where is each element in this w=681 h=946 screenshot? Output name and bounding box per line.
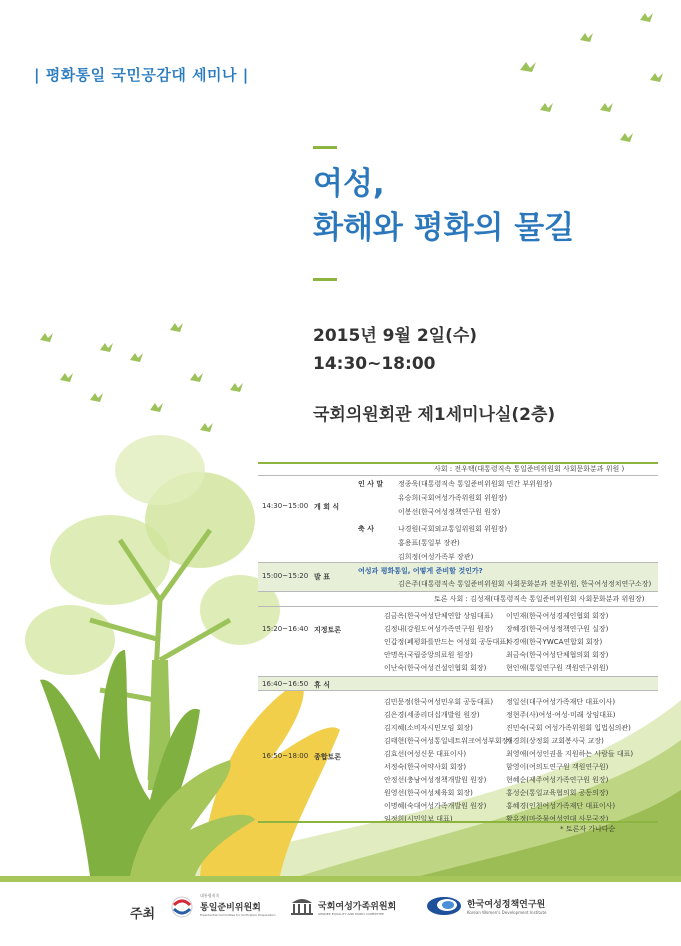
designated-right-4: 최금숙(한국여성단체협의회 회장) xyxy=(506,651,609,659)
general-right-6: 함영이(여의도연구원 객원연구원) xyxy=(506,763,609,771)
general-left-10: 임정희(시민일보 대표) xyxy=(384,815,453,823)
org1-name: 통일준비위원회 xyxy=(200,903,261,913)
welcome-2: 유승희(국회여성가족위원회 위원장) xyxy=(398,494,508,502)
event-datetime xyxy=(313,322,477,378)
designated-left-2: 김정내(강원도여성가족연구원 원장) xyxy=(384,625,494,633)
kwdi-logo-icon xyxy=(425,895,463,917)
chair-text: 사회 : 전우택(대통령직속 통일준비위원회 사회문화분과 위원 ) xyxy=(434,465,625,473)
general-left-7: 안정선(충남여성정책개발원 원장) xyxy=(384,776,487,784)
title-line-2: 화해와 평화의 물길 xyxy=(313,210,575,246)
congrats-label: 축 사 xyxy=(358,525,374,533)
org-unification-committee xyxy=(170,893,280,923)
series-title: | 평화통일 국민공감대 세미나 | xyxy=(34,66,249,84)
org-gender-family-committee xyxy=(290,893,415,923)
presentation-presenter: 김은주(대통령직속 통일준비위원회 사회문화분과 전문위원, 한국여성정치연구소장) xyxy=(398,580,652,588)
general-time: 16:50~18:00 xyxy=(262,752,309,760)
congrats-3: 김희정(여성가족부 장관) xyxy=(398,553,474,561)
general-right-2: 정현주(사)여성·여성·미래 상임대표) xyxy=(506,711,616,719)
general-left-9: 이명혜(숙대여성가족개발원 원장) xyxy=(384,802,487,810)
org2-name: 국회여성가족위원회 xyxy=(318,902,397,912)
designated-left-1: 김금옥(한국여성단체연합 상임대표) xyxy=(384,612,494,620)
designated-right-2: 장혜경(한국여성정책연구원 실장) xyxy=(506,625,609,633)
break-time: 16:40~16:50 xyxy=(262,680,309,688)
congrats-1: 나경원(국회외교통일위원회 위원장) xyxy=(398,525,508,533)
general-left-1: 김민문정(한국여성민우회 공동대표) xyxy=(384,698,494,706)
general-right-5: 최영애(여성인권을 지원하는 사람들 대표) xyxy=(506,750,634,758)
national-assembly-icon xyxy=(290,895,314,917)
welcome-1: 정종욱(대통령직속 통일준비위원회 민간 부위원장) xyxy=(398,480,553,488)
discussant-order-note: * 토론자 가나다순 xyxy=(560,825,616,833)
general-right-9: 홍혜경(인천여성가족재단 대표이사) xyxy=(506,802,616,810)
designated-right-3: 차경애(한국YWCA연합회 회장) xyxy=(506,638,603,646)
opening-time: 14:30~15:00 xyxy=(262,502,309,510)
general-right-10: 황유정(마중물여성연대 사무국장) xyxy=(506,815,609,823)
event-time: 14:30~18:00 xyxy=(313,354,436,374)
designated-left-4: 안명옥(국립중앙의료원 원장) xyxy=(384,651,473,659)
event-title xyxy=(313,162,574,250)
org3-english: Korean Women's Development Institute xyxy=(467,910,547,915)
unification-committee-logo-icon xyxy=(170,895,194,919)
designated-label: 지정토론 xyxy=(314,626,342,634)
general-left-8: 원영선(한국여성체육회 회장) xyxy=(384,789,473,797)
org1-sub: 대통령직속 xyxy=(200,893,220,898)
general-right-3: 진민숙(국회 여성가족위원회 입법심의관) xyxy=(506,724,631,732)
designated-time: 15:20~16:40 xyxy=(262,625,309,633)
welcome-3: 이봉선(한국여성정책연구원 원장) xyxy=(398,508,501,516)
designated-right-5: 현인애(통일연구원 객원연구위원) xyxy=(506,664,609,672)
discussion-chair: 토론 사회 : 김성재(대통령직속 통일준비위원회 사회문화분과 위원장) xyxy=(434,595,645,603)
org2-english: GENDER EQUALITY AND FAMILY COMMITTEE xyxy=(318,912,384,916)
designated-left-5: 이난숙(한국여성건설인협회 회장) xyxy=(384,664,487,672)
org1-english: Presidential Committee for Unification Preparation xyxy=(200,913,276,917)
general-left-4: 김태현(한국여성통일네트워크여성부회장) xyxy=(384,737,512,745)
designated-right-1: 이민재(한국여성경제인협회 회장) xyxy=(506,612,609,620)
event-date: 2015년 9월 2일(수) xyxy=(313,326,478,346)
general-right-1: 정일선(대구여성가족재단 대표이사) xyxy=(506,698,616,706)
presentation-label: 발 표 xyxy=(314,573,330,581)
org-kwdi xyxy=(425,892,555,922)
break-label: 휴 식 xyxy=(314,681,330,689)
table-bottom-rule xyxy=(258,821,658,823)
general-right-8: 홍성순(통일교육협의회 공동의장) xyxy=(506,789,609,797)
welcome-label: 인 사 말 xyxy=(358,480,384,488)
presentation-topic: 여성과 평화통일, 어떻게 준비할 것인가? xyxy=(358,567,483,575)
general-left-2: 김은경(세종리더십개발원 원장) xyxy=(384,711,480,719)
general-right-7: 현혜순(제주여성가족연구원 원장) xyxy=(506,776,609,784)
title-top-rule xyxy=(313,146,337,149)
congrats-2: 홍용표(통일부 장관) xyxy=(398,539,460,547)
general-right-4: 채경희(상정회 교회봉사국 교장) xyxy=(506,737,604,745)
presentation-time: 15:00~15:20 xyxy=(262,572,309,580)
org3-name: 한국여성정책연구원 xyxy=(467,900,546,910)
opening-label: 개 회 식 xyxy=(314,503,340,511)
designated-left-3: 인갑정(폐평화를만드는 여성회 공동대표) xyxy=(384,638,509,646)
event-venue: 국회의원회관 제1세미나실(2층) xyxy=(313,405,556,425)
general-label: 종합토론 xyxy=(314,753,342,761)
general-left-6: 서정숙(한국여약사회 회장) xyxy=(384,763,467,771)
title-bottom-rule xyxy=(313,278,337,281)
program-table xyxy=(258,462,658,822)
general-left-3: 김지혜(소비자시민모임 회장) xyxy=(384,724,473,732)
general-left-5: 김효선(여성신문 대표이사) xyxy=(384,750,467,758)
host-label: 주최 xyxy=(130,907,156,922)
title-line-1: 여성, xyxy=(313,166,385,202)
